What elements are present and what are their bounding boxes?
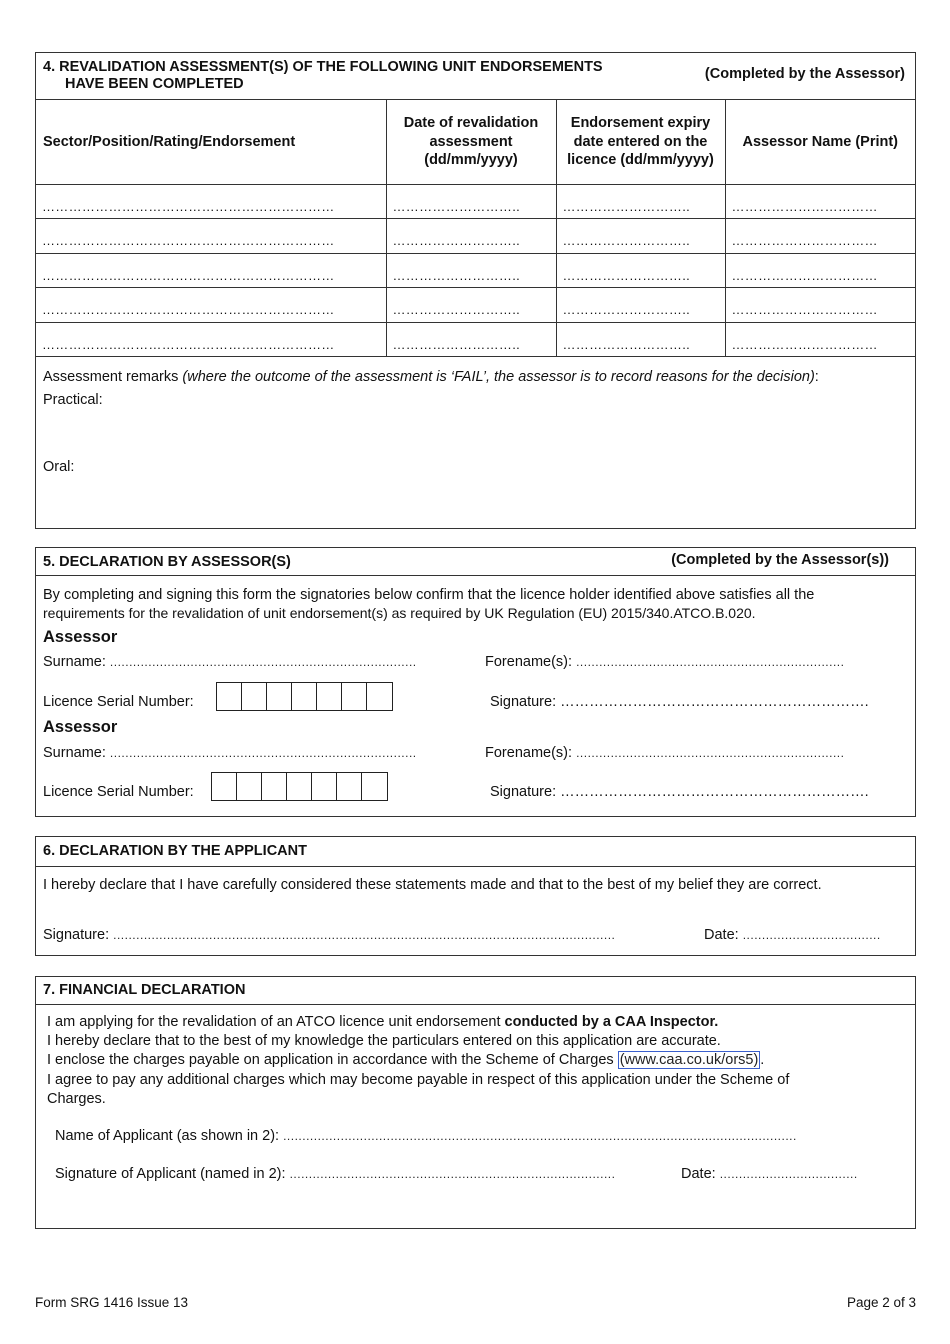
financial-line-bold: conducted by a CAA Inspector.: [504, 1014, 719, 1030]
financial-line: I hereby declare that to the best of my knowledge the particulars entered on this application are accurate.: [47, 1033, 721, 1050]
assessment-remarks: [36, 357, 915, 488]
assessor-title: Assessor: [43, 628, 118, 646]
sector-field[interactable]: …………………………………………………………: [36, 253, 386, 288]
assessor-name-field[interactable]: ……………………………: [725, 219, 915, 254]
revalidation-date-field[interactable]: ………………………..: [386, 253, 556, 288]
signature-dots: ……………………………………………………….: [560, 784, 869, 800]
signature-label: Signature:: [490, 694, 561, 710]
date-label: Date:: [704, 927, 743, 943]
table-row: [36, 219, 915, 254]
licence-serial-label: Licence Serial Number:: [43, 694, 194, 710]
section-financial-declaration: [35, 976, 916, 1229]
remarks-colon: :: [814, 369, 819, 385]
financial-line-end: .: [760, 1052, 765, 1069]
surname-field[interactable]: [43, 745, 417, 761]
remarks-heading: [43, 366, 908, 389]
assessor-block-1: [36, 622, 915, 712]
applicant-signature-field[interactable]: [55, 1166, 615, 1182]
expiry-date-field[interactable]: ………………………..: [556, 253, 725, 288]
table-row: [36, 322, 915, 357]
surname-dots: ................................................................................: [109, 746, 417, 760]
financial-line: I agree to pay any additional charges which may become payable in respect of this application under the Scheme of: [47, 1071, 790, 1088]
surname-field[interactable]: [43, 654, 417, 670]
assessor-title: Assessor: [43, 718, 118, 736]
assessor-block-2: [36, 712, 915, 802]
applicant-date-field[interactable]: [704, 927, 881, 943]
section-5-completed-by: (Completed by the Assessor(s)): [671, 552, 889, 568]
financial-line: Charges.: [47, 1090, 106, 1107]
expiry-date-field[interactable]: ………………………..: [556, 219, 725, 254]
remarks-instruction: (where the outcome of the assessment is ‘FAIL’, the assessor is to record reasons for the decision): [182, 369, 815, 385]
section-6-title: 6. DECLARATION BY THE APPLICANT: [43, 843, 307, 859]
column-header: Sector/Position/Rating/Endorsement: [36, 100, 386, 184]
serial-digit-box[interactable]: [242, 683, 267, 710]
revalidation-date-field[interactable]: ………………………..: [386, 322, 556, 357]
section-4-title-line2: HAVE BEEN COMPLETED: [65, 76, 244, 92]
applicant-date-field[interactable]: [681, 1166, 858, 1182]
section-4-header: [36, 53, 915, 100]
assessor-name-field[interactable]: ……………………………: [725, 253, 915, 288]
forename-field[interactable]: [485, 654, 844, 670]
section-4-completed-by: (Completed by the Assessor): [704, 66, 905, 82]
financial-line-text: I enclose the charges payable on application in accordance with the Scheme of Charges: [47, 1052, 618, 1069]
section-5-title: 5. DECLARATION BY ASSESSOR(S): [43, 554, 291, 570]
surname-label: Surname:: [43, 745, 110, 761]
sector-field[interactable]: …………………………………………………………: [36, 322, 386, 357]
serial-digit-box[interactable]: [362, 773, 387, 800]
signature-label: Signature of Applicant (named in 2):: [55, 1166, 290, 1182]
licence-serial-boxes[interactable]: [216, 682, 393, 711]
applicant-declaration-text: I hereby declare that I have carefully considered these statements made and that to the best of my belief they are correct.: [43, 877, 822, 893]
serial-digit-box[interactable]: [262, 773, 287, 800]
licence-serial-boxes[interactable]: [211, 772, 388, 801]
sector-field[interactable]: …………………………………………………………: [36, 184, 386, 219]
serial-digit-box[interactable]: [317, 683, 342, 710]
surname-dots: ................................................................................: [109, 655, 417, 669]
financial-line: [47, 1013, 904, 1032]
assessment-table-header: [36, 100, 915, 184]
revalidation-date-field[interactable]: ………………………..: [386, 288, 556, 323]
column-header: Date of revalidation assessment (dd/mm/yyyy): [386, 100, 556, 184]
table-row: [36, 253, 915, 288]
assessor-name-field[interactable]: ……………………………: [725, 322, 915, 357]
signature-label: Signature:: [490, 784, 561, 800]
signature-dots: ……………………………………………………….: [560, 694, 869, 710]
expiry-date-field[interactable]: ………………………..: [556, 184, 725, 219]
licence-serial-label: Licence Serial Number:: [43, 784, 194, 800]
forename-field[interactable]: [485, 745, 844, 761]
section-5-header: [36, 548, 915, 576]
serial-digit-box[interactable]: [267, 683, 292, 710]
serial-digit-box[interactable]: [217, 683, 242, 710]
section-6-header: [36, 837, 915, 867]
surname-label: Surname:: [43, 654, 110, 670]
applicant-signature-field[interactable]: [43, 927, 615, 943]
date-dots: ....................................: [719, 1167, 858, 1181]
serial-digit-box[interactable]: [312, 773, 337, 800]
section-7-title: 7. FINANCIAL DECLARATION: [43, 982, 246, 998]
form-identifier: Form SRG 1416 Issue 13: [35, 1295, 189, 1310]
forename-label: Forename(s):: [485, 745, 577, 761]
assessor-name-field[interactable]: ……………………………: [725, 288, 915, 323]
signature-field[interactable]: [490, 694, 869, 710]
table-row: [36, 184, 915, 219]
section-4-title-line1: 4. REVALIDATION ASSESSMENT(S) OF THE FOLLOWING UNIT ENDORSEMENTS: [43, 59, 603, 75]
page-number: Page 2 of 3: [846, 1295, 916, 1310]
declaration-line: By completing and signing this form the signatories below confirm that the licence holder identified above satisfies all the: [43, 587, 815, 603]
section-declaration-by-applicant: [35, 836, 916, 956]
forename-label: Forename(s):: [485, 654, 577, 670]
revalidation-date-field[interactable]: ………………………..: [386, 219, 556, 254]
sector-field[interactable]: …………………………………………………………: [36, 219, 386, 254]
forename-dots: ......................................................................: [576, 746, 845, 760]
serial-digit-box[interactable]: [342, 683, 367, 710]
assessor-name-field[interactable]: ……………………………: [725, 184, 915, 219]
applicant-name-field[interactable]: [55, 1128, 797, 1144]
financial-declaration-text: [36, 1005, 915, 1109]
serial-digit-box[interactable]: [287, 773, 312, 800]
financial-line: [47, 1051, 904, 1070]
name-dots: ......................................................................................................................................: [283, 1129, 797, 1143]
section-revalidation-assessments: [35, 52, 916, 529]
financial-line-text: I am applying for the revalidation of an ATCO licence unit endorsement: [47, 1014, 505, 1030]
assessor-declaration-text: [36, 576, 915, 622]
revalidation-date-field[interactable]: ………………………..: [386, 184, 556, 219]
name-label: Name of Applicant (as shown in 2):: [55, 1128, 284, 1144]
column-header: Assessor Name (Print): [725, 100, 915, 184]
signature-dots: .....................................................................................: [289, 1167, 616, 1181]
remarks-label: Assessment remarks: [43, 369, 183, 385]
section-declaration-by-assessors: [35, 547, 916, 817]
serial-digit-box[interactable]: [237, 773, 262, 800]
signature-dots: ...................................................................................................................................: [113, 928, 616, 942]
serial-digit-box[interactable]: [337, 773, 362, 800]
sector-field[interactable]: …………………………………………………………: [36, 288, 386, 323]
oral-label[interactable]: Oral:: [43, 459, 75, 475]
scheme-of-charges-link[interactable]: (www.caa.co.uk/ors5): [619, 1052, 759, 1069]
signature-label: Signature:: [43, 927, 114, 943]
column-header: Endorsement expiry date entered on the licence (dd/mm/yyyy): [556, 100, 725, 184]
serial-digit-box[interactable]: [212, 773, 237, 800]
practical-label[interactable]: Practical:: [43, 392, 103, 408]
section-7-header: [36, 977, 915, 1005]
serial-digit-box[interactable]: [292, 683, 317, 710]
table-row: [36, 288, 915, 323]
declaration-line: requirements for the revalidation of unit endorsement(s) as required by UK Regulation (EU) 2015/340.ATCO.B.020.: [43, 605, 756, 621]
expiry-date-field[interactable]: ………………………..: [556, 322, 725, 357]
expiry-date-field[interactable]: ………………………..: [556, 288, 725, 323]
date-dots: ....................................: [742, 928, 881, 942]
date-label: Date:: [681, 1166, 720, 1182]
serial-digit-box[interactable]: [367, 683, 392, 710]
signature-field[interactable]: [490, 784, 869, 800]
forename-dots: ......................................................................: [576, 655, 845, 669]
assessment-table: [36, 100, 915, 357]
